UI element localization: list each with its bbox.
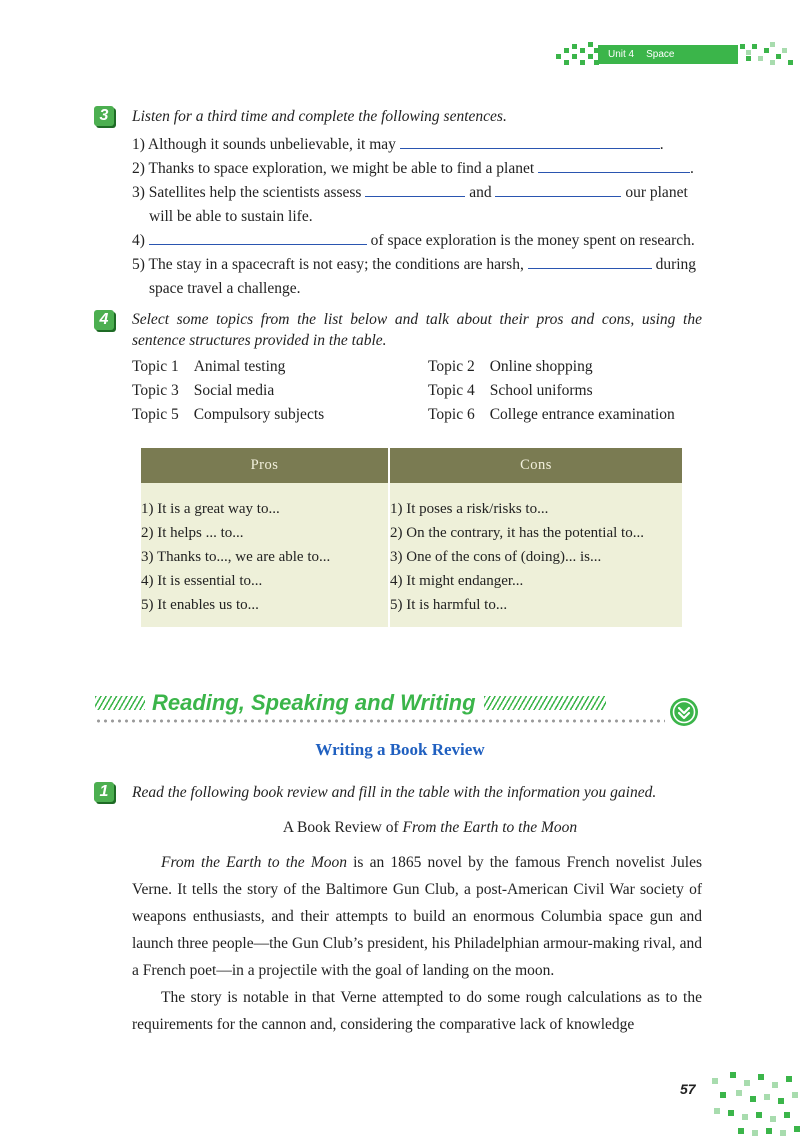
unit-label: Unit 4 xyxy=(608,49,635,60)
topic-item: Topic 2 Online shopping xyxy=(428,358,593,375)
unit-header xyxy=(598,45,738,79)
sentence-5-cont: space travel a challenge. xyxy=(149,280,301,297)
review-paragraph-2: The story is notable in that Verne attempted to do some rough calculations as to the requirements for the cannon and, considering the comparative lack of knowledge xyxy=(132,989,702,1033)
pros-item: 5) It enables us to... xyxy=(141,597,259,613)
topic-item: Topic 1 Animal testing xyxy=(132,358,286,375)
pros-item: 1) It is a great way to... xyxy=(141,501,280,517)
unit-topic: Space Exploration xyxy=(608,49,675,79)
blank-input[interactable] xyxy=(400,134,660,149)
exercise-3-instruction: Listen for a third time and complete the following sentences. xyxy=(132,108,507,125)
blank-input[interactable] xyxy=(528,254,652,269)
section-hatch-right xyxy=(484,696,606,710)
header-pixel-decoration xyxy=(556,40,600,68)
section-title: Reading, Speaking and Writing xyxy=(152,690,476,715)
exercise-1-instruction: Read the following book review and fill in the table with the information you gained. xyxy=(132,784,657,801)
cons-header: Cons xyxy=(389,448,682,483)
sentence-2: 2) Thanks to space exploration, we might be able to find a planet . xyxy=(132,160,694,177)
sentence-5: 5) The stay in a spacecraft is not easy; the conditions are harsh, during xyxy=(132,256,697,273)
review-body xyxy=(132,849,702,1038)
pros-item: 3) Thanks to..., we are able to... xyxy=(141,549,331,565)
review-paragraph-1: From the Earth to the Moon is an 1865 novel by the famous French novelist Jules Verne. It tells the story of the Baltimore Gun Club, a post-American Civil War society of weapons enthusiasts, and their attempts to build an enormous Columbia space gun and launch three people—the Gun Club’s president, his Philadelphian armour-making rival, and a French poet—in a projectile with the goal of landing on the moon. xyxy=(132,854,703,979)
cons-column xyxy=(389,483,682,627)
exercise-4-badge: 4 xyxy=(94,310,114,330)
page-number: 57 xyxy=(680,1081,696,1097)
sentence-3: 3) Satellites help the scientists assess and our planet xyxy=(132,184,688,201)
chevron-down-icon[interactable] xyxy=(669,697,699,727)
pros-header: Pros xyxy=(141,448,389,483)
section-hatch-left xyxy=(95,696,145,710)
exercise-1-badge: 1 xyxy=(94,782,114,802)
cons-item: 4) It might endanger... xyxy=(390,573,524,589)
exercise-4-instruction: Select some topics from the list below and talk about their pros and cons, using the sentence structures provided in the table. xyxy=(132,311,702,349)
review-title: A Book Review of From the Earth to the Moon xyxy=(282,819,578,836)
blank-input[interactable] xyxy=(365,182,465,197)
sentence-4: 4) of space exploration is the money spent on research. xyxy=(132,232,695,249)
footer-pixel-decoration xyxy=(700,1072,800,1138)
topic-item: Topic 5 Compulsory subjects xyxy=(132,406,325,423)
blank-input[interactable] xyxy=(538,158,690,173)
exercise-3-badge: 3 xyxy=(94,106,114,126)
pros-item: 2) It helps ... to... xyxy=(141,525,244,541)
subsection-title: Writing a Book Review xyxy=(315,740,485,759)
cons-item: 3) One of the cons of (doing)... is... xyxy=(390,549,602,565)
topic-item: Topic 3 Social media xyxy=(132,382,275,399)
cons-item: 2) On the contrary, it has the potential to... xyxy=(390,525,644,541)
sentence-1: 1) Although it sounds unbelievable, it may . xyxy=(132,136,664,153)
section-dotted-rule xyxy=(95,719,665,723)
blank-input[interactable] xyxy=(149,230,367,245)
blank-input[interactable] xyxy=(495,182,621,197)
topic-item: Topic 6 College entrance examination xyxy=(428,406,675,423)
pros-item: 4) It is essential to... xyxy=(141,573,263,589)
sentence-3-cont: will be able to sustain life. xyxy=(149,208,313,225)
topic-item: Topic 4 School uniforms xyxy=(428,382,593,399)
pros-cons-table xyxy=(141,448,682,627)
cons-item: 5) It is harmful to... xyxy=(390,597,508,613)
cons-item: 1) It poses a risk/risks to... xyxy=(390,501,549,517)
pros-column xyxy=(141,483,389,627)
header-pixel-decoration-right xyxy=(740,40,796,68)
